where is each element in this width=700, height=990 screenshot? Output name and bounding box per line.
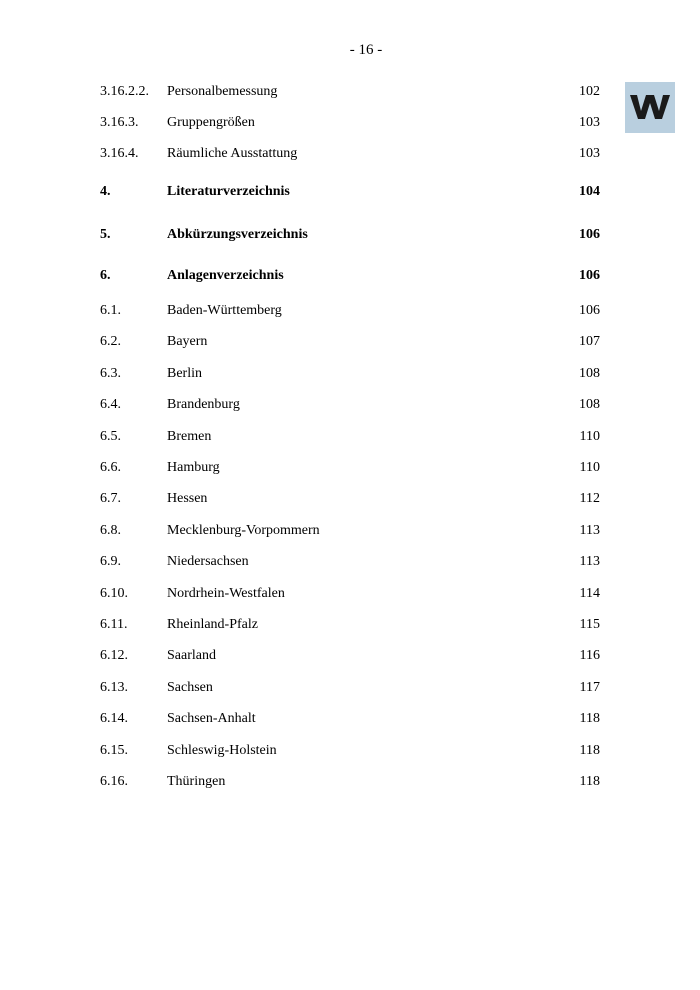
toc-entry-title: Bayern (167, 334, 208, 349)
toc-entry-page: 110 (579, 460, 600, 475)
toc-entry[interactable] (100, 741, 600, 761)
w-logo-icon (630, 94, 670, 120)
toc-entry[interactable] (100, 646, 600, 666)
toc-entry-title: Mecklenburg-Vorpommern (167, 523, 320, 538)
toc-entry-number: 6.8. (100, 523, 121, 538)
toc-entry-title: Thüringen (167, 774, 226, 789)
toc-entry-title: Baden-Württemberg (167, 303, 282, 318)
toc-entry[interactable] (100, 395, 600, 415)
toc-entry-number: 6.14. (100, 711, 128, 726)
toc-entry-number: 6.3. (100, 366, 121, 381)
toc-entry-number: 6.5. (100, 429, 121, 444)
toc-entry-number: 6.13. (100, 680, 128, 695)
toc-entry-page: 118 (579, 774, 600, 789)
toc-entry[interactable] (100, 82, 600, 102)
toc-entry-number: 6.16. (100, 774, 128, 789)
toc-entry-number: 6.7. (100, 491, 121, 506)
toc-entry-page: 112 (579, 491, 600, 506)
toc-entry[interactable] (100, 615, 600, 635)
toc-entry-number: 4. (100, 184, 111, 199)
toc-entry-number: 6.6. (100, 460, 121, 475)
toc-entry-page: 118 (579, 743, 600, 758)
page-number: - 16 - (349, 42, 383, 58)
toc-entry-title: Hamburg (167, 460, 220, 475)
toc-entry-number: 6. (100, 268, 111, 283)
toc-entry-number: 6.12. (100, 648, 128, 663)
toc-entry-page: 110 (579, 429, 600, 444)
toc-entry[interactable] (100, 709, 600, 729)
toc-entry-page: 107 (579, 334, 600, 349)
toc-entry[interactable] (100, 552, 600, 572)
toc-entry-number: 6.11. (100, 617, 128, 632)
toc-entry-title: Berlin (167, 366, 202, 381)
toc-entry-number: 6.15. (100, 743, 128, 758)
toc-entry-title: Rheinland-Pfalz (167, 617, 258, 632)
toc-entry-page: 115 (579, 617, 600, 632)
toc-section-heading[interactable] (100, 182, 600, 202)
toc-entry-page: 106 (579, 303, 600, 318)
toc-entry[interactable] (100, 521, 600, 541)
toc-entry-title: Niedersachsen (167, 554, 249, 569)
toc-entry[interactable] (100, 772, 600, 792)
toc-entry-page: 114 (579, 586, 600, 601)
toc-entry-title: Schleswig-Holstein (167, 743, 277, 758)
toc-entry[interactable] (100, 678, 600, 698)
toc-entry-page: 103 (579, 146, 600, 161)
toc-entry-page: 113 (579, 554, 600, 569)
toc-entry[interactable] (100, 113, 600, 133)
toc-entry-number: 6.10. (100, 586, 128, 601)
toc-entry[interactable] (100, 301, 600, 321)
toc-entry-title: Sachsen (167, 680, 213, 695)
toc-entry-page: 113 (579, 523, 600, 538)
toc-entry-title: Brandenburg (167, 397, 240, 412)
toc-entry-number: 6.4. (100, 397, 121, 412)
toc-entry-title: Abkürzungsverzeichnis (167, 227, 308, 242)
toc-entry-title: Bremen (167, 429, 212, 444)
toc-entry-page: 104 (579, 184, 600, 199)
toc-entry-page: 116 (579, 648, 600, 663)
toc-entry-page: 118 (579, 711, 600, 726)
toc-entry[interactable] (100, 584, 600, 604)
toc-entry-page: 102 (579, 84, 600, 99)
toc-entry-number: 6.9. (100, 554, 121, 569)
toc-section-heading[interactable] (100, 225, 600, 245)
toc-entry[interactable] (100, 364, 600, 384)
toc-entry-page: 117 (579, 680, 600, 695)
toc-entry[interactable] (100, 458, 600, 478)
toc-entry-number: 6.1. (100, 303, 121, 318)
toc-entry-title: Saarland (167, 648, 216, 663)
toc-entry-title: Personalbemessung (167, 84, 278, 99)
toc-entry-page: 103 (579, 115, 600, 130)
toc-entry-title: Literaturverzeichnis (167, 184, 290, 199)
toc-entry[interactable] (100, 144, 600, 164)
toc-entry-number: 3.16.4. (100, 146, 139, 161)
toc-section-heading[interactable] (100, 266, 600, 286)
toc-entry-number: 3.16.2.2. (100, 84, 149, 99)
toc-entry-title: Sachsen-Anhalt (167, 711, 256, 726)
toc-entry[interactable] (100, 332, 600, 352)
toc-entry-page: 106 (579, 268, 600, 283)
toc-entry-page: 108 (579, 366, 600, 381)
toc-entry-page: 108 (579, 397, 600, 412)
toc-entry-title: Räumliche Ausstattung (167, 146, 298, 161)
toc-entry[interactable] (100, 427, 600, 447)
toc-entry-page: 106 (579, 227, 600, 242)
toc-entry-number: 5. (100, 227, 111, 242)
toc-entry-title: Gruppengrößen (167, 115, 255, 130)
toc-entry-title: Hessen (167, 491, 208, 506)
toc-entry[interactable] (100, 489, 600, 509)
toc-entry-number: 3.16.3. (100, 115, 139, 130)
publisher-logo (625, 82, 675, 133)
toc-entry-title: Anlagenverzeichnis (167, 268, 284, 283)
toc-entry-title: Nordrhein-Westfalen (167, 586, 285, 601)
toc-entry-number: 6.2. (100, 334, 121, 349)
